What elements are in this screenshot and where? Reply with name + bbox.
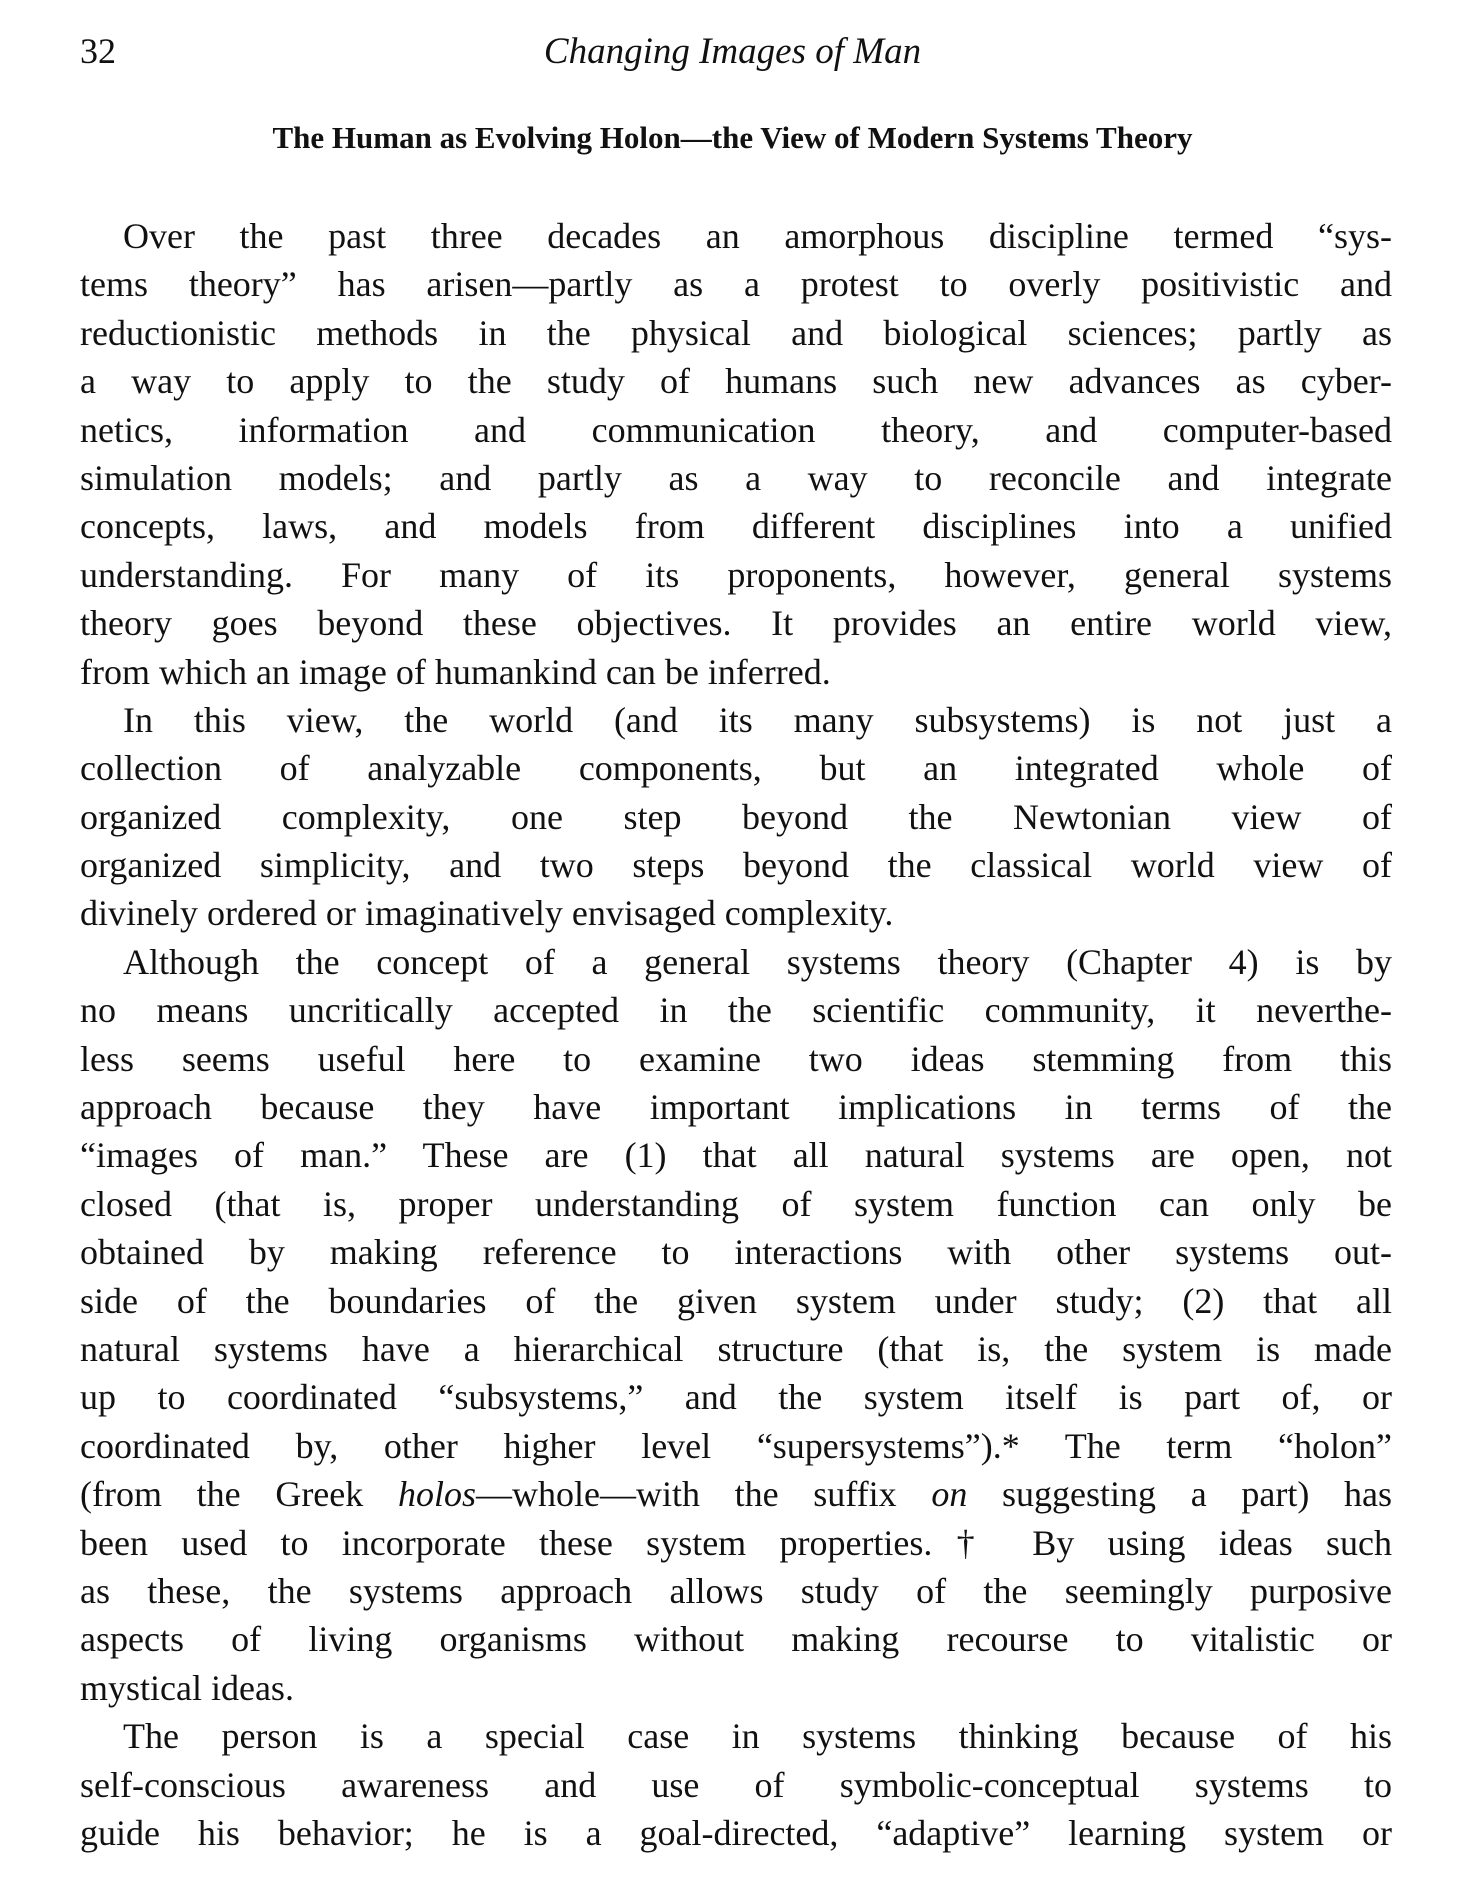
text-line: (from the Greek holos—whole—with the suffix on suggesting a part) has — [80, 1474, 1392, 1515]
text-line: closed (that is, proper understanding of system function can only be — [80, 1183, 1392, 1224]
text-line: as these, the systems approach allows study of the seemingly purposive — [80, 1570, 1392, 1611]
text-line: The person is a special case in systems thinking because of his — [123, 1716, 1392, 1757]
text-line: “images of man.” These are (1) that all natural systems are open, not — [80, 1135, 1392, 1176]
text-line: guide his behavior; he is a goal-directed, “adaptive” learning system or — [80, 1812, 1392, 1853]
text-line: Although the concept of a general systems theory (Chapter 4) is by — [123, 941, 1392, 982]
text-line: been used to incorporate these system properties.† By using ideas such — [80, 1522, 1392, 1563]
text-line: organized complexity, one step beyond the Newtonian view of — [80, 796, 1392, 837]
text-line: netics, information and communication theory, and computer-based — [80, 409, 1392, 450]
page-number: 32 — [80, 31, 116, 71]
text-line: organized simplicity, and two steps beyond the classical world view of — [80, 845, 1392, 886]
text-line: up to coordinated “subsystems,” and the system itself is part of, or — [80, 1377, 1392, 1418]
text-line: a way to apply to the study of humans such new advances as cyber- — [80, 361, 1392, 402]
text-line: from which an image of humankind can be inferred. — [80, 651, 831, 692]
text-line: Over the past three decades an amorphous discipline termed “sys- — [123, 216, 1392, 256]
text-line: coordinated by, other higher level “supersystems”).* The term “holon” — [80, 1425, 1392, 1466]
body-text — [80, 212, 1392, 1857]
text-line: no means uncritically accepted in the scientific community, it neverthe- — [80, 990, 1392, 1031]
text-line: natural systems have a hierarchical structure (that is, the system is made — [80, 1328, 1392, 1369]
text-line: reductionistic methods in the physical and biological sciences; partly as — [80, 312, 1392, 353]
text-line: aspects of living organisms without making recourse to vitalistic or — [80, 1619, 1392, 1660]
text-line: obtained by making reference to interactions with other systems out- — [80, 1232, 1392, 1273]
text-line: theory goes beyond these objectives. It provides an entire world view, — [80, 603, 1392, 644]
section-heading: The Human as Evolving Holon—the View of Modern Systems Theory — [272, 120, 1193, 155]
text-line: self-conscious awareness and use of symbolic-conceptual systems to — [80, 1764, 1392, 1805]
text-line: simulation models; and partly as a way to reconcile and integrate — [80, 457, 1392, 498]
text-line: understanding. For many of its proponents, however, general systems — [80, 554, 1392, 595]
text-line: approach because they have important implications in terms of the — [80, 1087, 1392, 1128]
running-title: Changing Images of Man — [543, 31, 922, 72]
text-line: collection of analyzable components, but an integrated whole of — [80, 748, 1392, 789]
text-line: tems theory” has arisen—partly as a protest to overly positivistic and — [80, 264, 1392, 305]
text-line: less seems useful here to examine two ideas stemming from this — [80, 1038, 1392, 1079]
text-line: side of the boundaries of the given system under study; (2) that all — [80, 1280, 1392, 1321]
text-line: mystical ideas. — [80, 1667, 294, 1708]
text-line: concepts, laws, and models from different disciplines into a unified — [80, 506, 1392, 547]
text-line: divinely ordered or imaginatively envisaged complexity. — [80, 893, 894, 934]
text-line: In this view, the world (and its many subsystems) is not just a — [123, 699, 1392, 740]
